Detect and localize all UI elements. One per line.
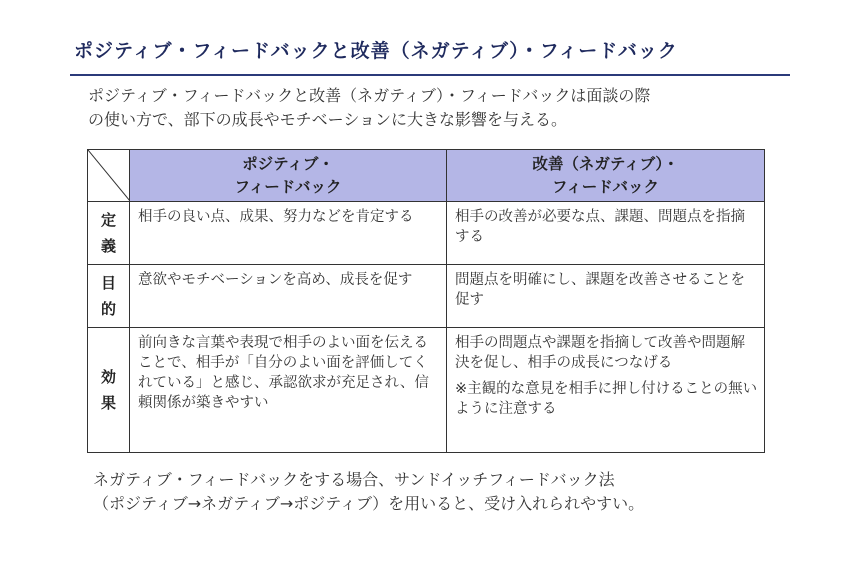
table-header-row (88, 150, 765, 202)
table-row-purpose (88, 265, 765, 328)
intro-paragraph (88, 84, 788, 132)
row-header-char: 義 (100, 237, 116, 255)
row-header-purpose (88, 265, 130, 328)
cell-purpose-positive: 意欲やモチベーションを高め、成長を促す (130, 265, 447, 328)
column-header-positive-line-2: フィードバック (234, 177, 342, 196)
column-header-negative (447, 150, 765, 202)
column-header-positive-line-1: ポジティブ・ (242, 154, 334, 173)
row-header-effect (88, 328, 130, 453)
cell-effect-negative-note: ※主観的な意見を相手に押し付けることの無いように注意する (455, 381, 758, 417)
row-header-char: 効 (100, 368, 116, 386)
cell-effect-positive: 前向きな言葉や表現で相手のよい面を伝えることで、相手が「自分のよい面を評価してくれている」と感じ、承認欲求が充足され、信頼関係が築きやすい (130, 328, 447, 453)
cell-effect-negative (447, 328, 765, 453)
conclusion-paragraph (93, 468, 793, 516)
table-corner-cell (88, 150, 130, 202)
conclusion-line-2: （ポジティブ→ネガティブ→ポジティブ）を用いると、受け入れられやすい。 (93, 494, 645, 513)
title-underline (70, 74, 790, 76)
cell-definition-negative: 相手の改善が必要な点、課題、問題点を指摘する (447, 202, 765, 265)
row-header-char: 目 (100, 274, 116, 292)
page-title: ポジティブ・フィードバックと改善（ネガティブ）・フィードバック (74, 40, 678, 62)
conclusion-line-1: ネガティブ・フィードバックをする場合、サンドイッチフィードバック法 (93, 470, 615, 489)
intro-line-2: の使い方で、部下の成長やモチベーションに大きな影響を与える。 (88, 110, 568, 129)
row-header-char: 的 (100, 300, 116, 318)
column-header-negative-line-2: フィードバック (552, 177, 659, 196)
column-header-positive (130, 150, 447, 202)
table-row-definition (88, 202, 765, 265)
intro-line-1: ポジティブ・フィードバックと改善（ネガティブ）・フィードバックは面談の際 (88, 86, 651, 105)
column-header-negative-line-1: 改善（ネガティブ）・ (532, 154, 679, 173)
table-row-effect (88, 328, 765, 453)
row-header-char: 定 (100, 211, 116, 229)
row-header-char: 果 (100, 394, 116, 412)
diagonal-line (88, 150, 130, 201)
cell-purpose-negative: 問題点を明確にし、課題を改善させることを促す (447, 265, 765, 328)
cell-effect-negative-text: 相手の問題点や課題を指摘して改善や問題解決を促し、相手の成長につなげる (455, 335, 745, 371)
cell-definition-positive: 相手の良い点、成果、努力などを肯定する (130, 202, 447, 265)
row-header-definition (88, 202, 130, 265)
comparison-table (87, 149, 765, 453)
